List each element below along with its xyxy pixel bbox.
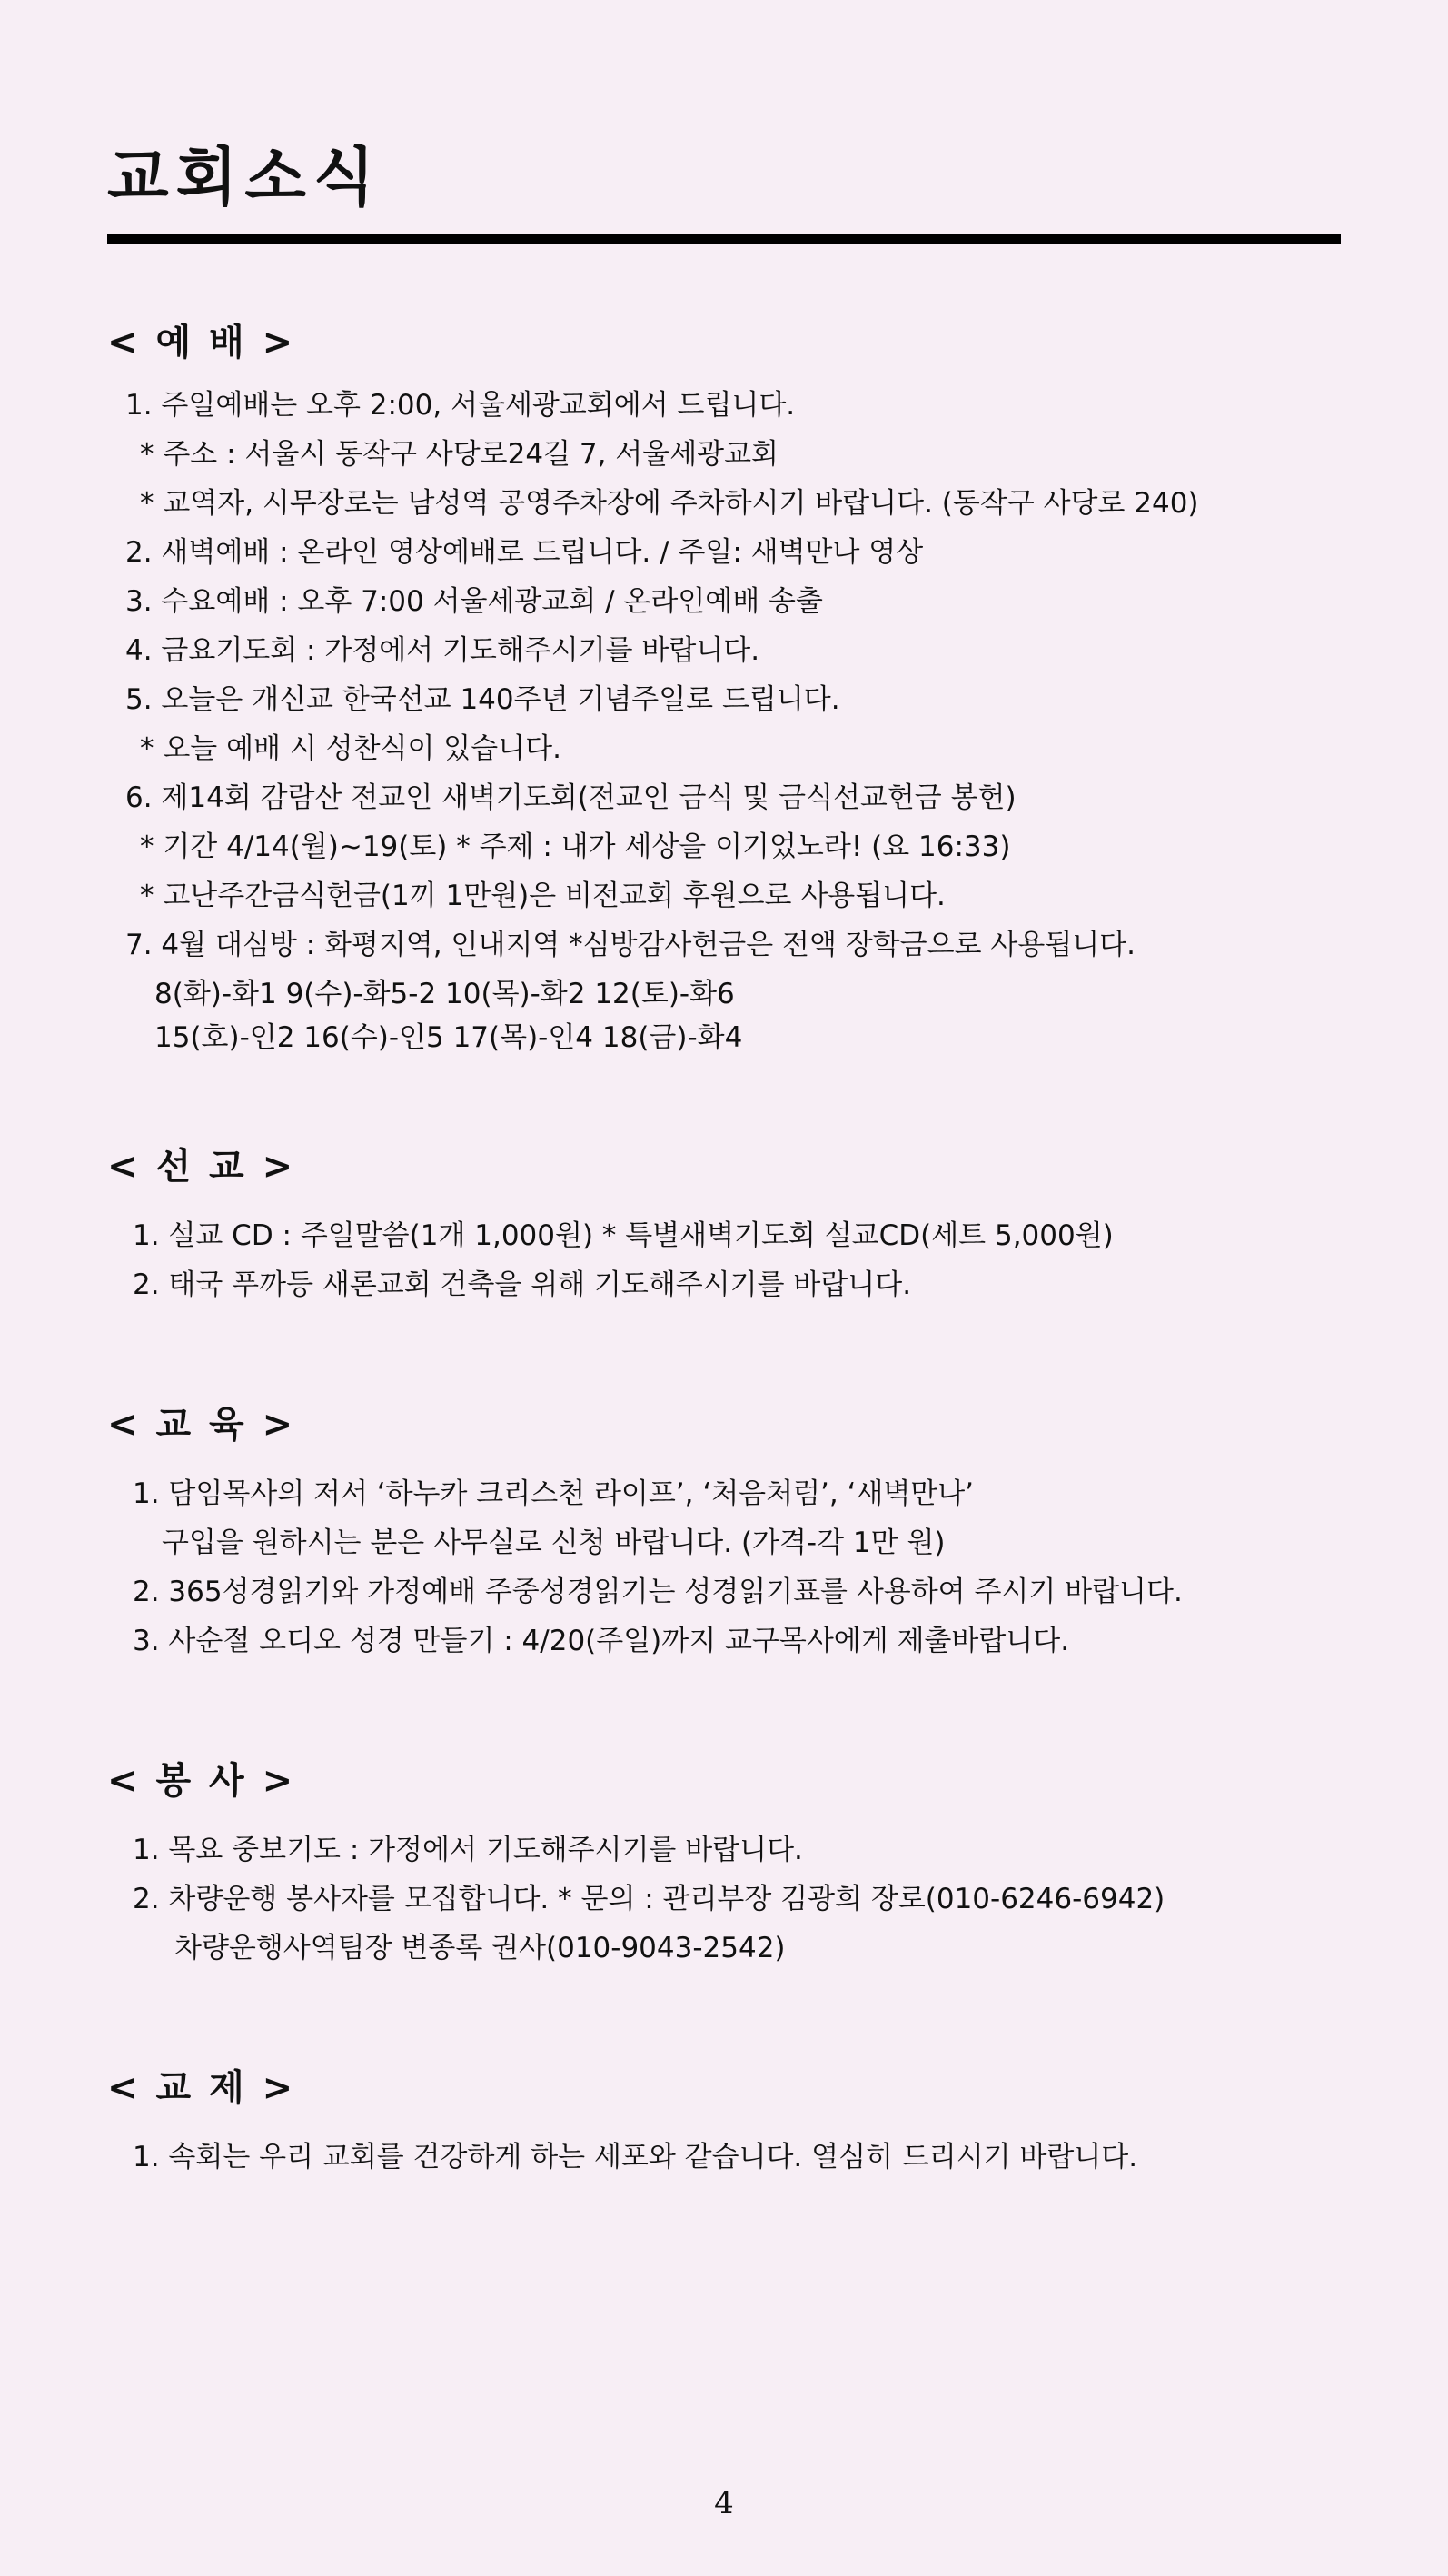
fellowship-item-1: 1. 속회는 우리 교회를 건강하게 하는 세포와 같습니다. 열심히 드리시기 바랍니다. [133, 2141, 1138, 2173]
education-purchase-note: 구입을 원하시는 분은 사무실로 신청 바랍니다. (가격-각 1만 원) [162, 1527, 946, 1559]
worship-item-7: 7. 4월 대심방 : 화평지역, 인내지역 *심방감사헌금은 전액 장학금으로 사용됩니다. [125, 929, 1136, 961]
education-item-1: 1. 담임목사의 저서 ‘하누카 크리스천 라이프’, ‘처음처럼’, ‘새벽만나’ [133, 1477, 975, 1510]
service-heading: < 봉 사 > [107, 1760, 296, 1802]
worship-period-note: * 기간 4/14(월)~19(토) * 주제 : 내가 세상을 이기었노라! (요 16:33) [140, 830, 1011, 863]
mission-item-1: 1. 설교 CD : 주일말씀(1개 1,000원) * 특별새벽기도회 설교CD(세트 5,000원) [133, 1219, 1114, 1252]
worship-address-note: * 주소 : 서울시 동작구 사당로24길 7, 서울세광교회 [140, 438, 779, 471]
worship-item-2: 2. 새벽예배 : 온라인 영상예배로 드립니다. / 주일: 새벽만나 영상 [125, 536, 924, 569]
worship-parking-note: * 교역자, 시무장로는 남성역 공영주차장에 주차하시기 바랍니다. (동작구 사당로 240) [140, 487, 1199, 520]
worship-item-5: 5. 오늘은 개신교 한국선교 140주년 기념주일로 드립니다. [125, 683, 840, 716]
fellowship-heading: < 교 제 > [107, 2067, 296, 2109]
mission-heading: < 선 교 > [107, 1146, 296, 1188]
worship-heading: < 예 배 > [107, 322, 296, 363]
education-item-2: 2. 365성경읽기와 가정예배 주중성경읽기는 성경읽기표를 사용하여 주시기 바랍니다. [133, 1576, 1183, 1608]
worship-item-3: 3. 수요예배 : 오후 7:00 서울세광교회 / 온라인예배 송출 [125, 585, 823, 618]
page-title: 교회소식 [107, 140, 382, 214]
worship-offering-note: * 고난주간금식헌금(1끼 1만원)은 비전교회 후원으로 사용됩니다. [140, 880, 946, 912]
visitation-schedule-line-2: 15(호)-인2 16(수)-인5 17(목)-인4 18(금)-화4 [154, 1021, 743, 1054]
service-contact-note: 차량운행사역팀장 변종록 권사(010-9043-2542) [174, 1932, 786, 1964]
education-heading: < 교 육 > [107, 1404, 296, 1446]
visitation-schedule-line-1: 8(화)-화1 9(수)-화5-2 10(목)-화2 12(토)-화6 [154, 978, 735, 1010]
worship-item-4: 4. 금요기도회 : 가정에서 기도해주시기를 바랍니다. [125, 634, 760, 667]
worship-communion-note: * 오늘 예배 시 성찬식이 있습니다. [140, 732, 561, 765]
education-item-3: 3. 사순절 오디오 성경 만들기 : 4/20(주일)까지 교구목사에게 제출바랍니다. [133, 1625, 1070, 1657]
worship-item-6: 6. 제14회 감람산 전교인 새벽기도회(전교인 금식 및 금식선교헌금 봉헌) [125, 781, 1017, 814]
service-item-2: 2. 차량운행 봉사자를 모집합니다. * 문의 : 관리부장 김광희 장로(010-6246-6942) [133, 1883, 1165, 1915]
worship-item-1: 1. 주일예배는 오후 2:00, 서울세광교회에서 드립니다. [125, 389, 796, 422]
mission-item-2: 2. 태국 푸까등 새론교회 건축을 위해 기도해주시기를 바랍니다. [133, 1268, 912, 1301]
page-number: 4 [714, 2485, 734, 2521]
title-divider [107, 234, 1341, 244]
service-item-1: 1. 목요 중보기도 : 가정에서 기도해주시기를 바랍니다. [133, 1834, 803, 1866]
